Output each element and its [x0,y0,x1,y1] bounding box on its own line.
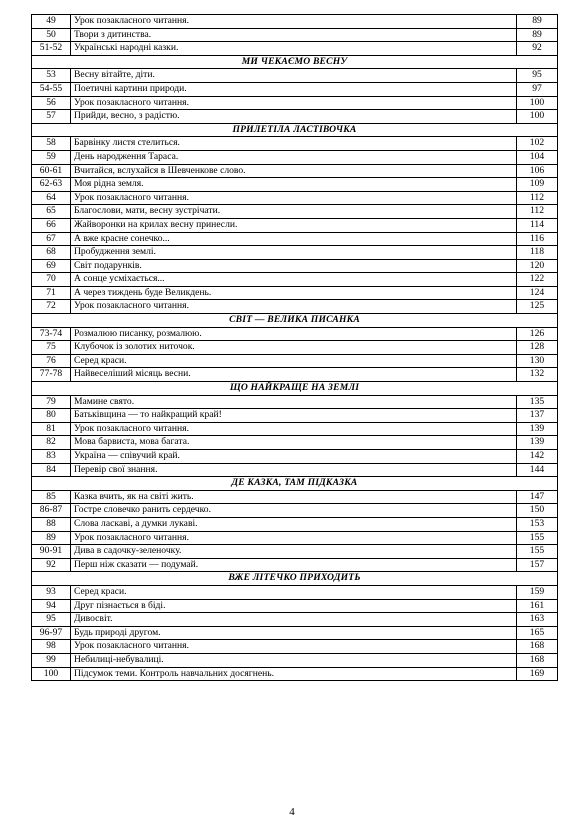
lesson-title: Пробудження землі. [71,246,517,260]
lesson-row [32,42,558,56]
lesson-title: Перш ніж сказати — подумай. [71,558,517,572]
lesson-page: 89 [517,15,558,29]
lesson-title: Перевір свої знання. [71,463,517,477]
lesson-number: 68 [32,246,71,260]
lesson-title: Серед краси. [71,585,517,599]
lesson-number: 75 [32,341,71,355]
lesson-title: Поетичні картини природи. [71,82,517,96]
lesson-page: 106 [517,164,558,178]
lesson-number: 88 [32,517,71,531]
lesson-title: Друг пізнається в біді. [71,599,517,613]
lesson-page: 126 [517,327,558,341]
lesson-number: 99 [32,653,71,667]
lesson-number: 58 [32,137,71,151]
lesson-title: Мова барвиста, мова багата. [71,436,517,450]
lesson-number: 56 [32,96,71,110]
lesson-page: 155 [517,545,558,559]
lesson-row [32,246,558,260]
lesson-number: 90-91 [32,545,71,559]
lesson-page: 161 [517,599,558,613]
lesson-row [32,232,558,246]
lesson-number: 86-87 [32,504,71,518]
lesson-title: Мамине свято. [71,395,517,409]
lesson-title: Весну вітайте, діти. [71,69,517,83]
lesson-number: 76 [32,354,71,368]
lesson-number: 50 [32,28,71,42]
lesson-title: День народження Тараса. [71,150,517,164]
lesson-number: 60-61 [32,164,71,178]
lesson-row [32,259,558,273]
lesson-page: 95 [517,69,558,83]
section-title: ДЕ КАЗКА, ТАМ ПІДКАЗКА [32,477,558,491]
lesson-page: 97 [517,82,558,96]
lesson-number: 82 [32,436,71,450]
lesson-page: 112 [517,191,558,205]
lesson-row [32,613,558,627]
lesson-page: 114 [517,218,558,232]
lesson-page: 157 [517,558,558,572]
lesson-page: 89 [517,28,558,42]
lesson-number: 95 [32,613,71,627]
lesson-title: А через тиждень буде Великдень. [71,286,517,300]
lesson-title: Твори з дитинства. [71,28,517,42]
lesson-title: Україна — співучий край. [71,450,517,464]
lesson-number: 59 [32,150,71,164]
section-title: ВЖЕ ЛІТЕЧКО ПРИХОДИТЬ [32,572,558,586]
lesson-title: Вчитайся, вслухайся в Шевченкове слово. [71,164,517,178]
lesson-row [32,585,558,599]
lesson-page: 144 [517,463,558,477]
lesson-page: 137 [517,409,558,423]
lesson-number: 100 [32,667,71,681]
lesson-title: Батьківщина — то найкращий край! [71,409,517,423]
lesson-page: 112 [517,205,558,219]
lesson-title: Серед краси. [71,354,517,368]
lesson-page: 109 [517,178,558,192]
lesson-page: 124 [517,286,558,300]
lesson-row [32,504,558,518]
lesson-page: 120 [517,259,558,273]
lesson-number: 79 [32,395,71,409]
lesson-page: 92 [517,42,558,56]
lesson-row [32,150,558,164]
lesson-row [32,395,558,409]
lesson-number: 72 [32,300,71,314]
lesson-number: 67 [32,232,71,246]
lesson-row [32,218,558,232]
lesson-page: 142 [517,450,558,464]
page-number: 4 [289,806,295,818]
lesson-row [32,368,558,382]
lesson-row [32,531,558,545]
lesson-number: 64 [32,191,71,205]
lesson-number: 62-63 [32,178,71,192]
lesson-title: Клубочок із золотих ниточок. [71,341,517,355]
lesson-row [32,409,558,423]
lesson-row [32,286,558,300]
lesson-title: Урок позакласного читання. [71,191,517,205]
lesson-title: Прийди, весно, з радістю. [71,110,517,124]
section-header-row [32,477,558,491]
section-header-row [32,314,558,328]
lesson-title: Дива в садочку-зеленочку. [71,545,517,559]
lesson-title: Небилиці-небувалиці. [71,653,517,667]
lesson-page: 163 [517,613,558,627]
lesson-page: 147 [517,490,558,504]
lesson-number: 49 [32,15,71,29]
lesson-number: 83 [32,450,71,464]
lesson-row [32,69,558,83]
lesson-number: 93 [32,585,71,599]
lesson-page: 135 [517,395,558,409]
section-header-row [32,572,558,586]
lesson-page: 132 [517,368,558,382]
lesson-row [32,96,558,110]
lesson-title: Казка вчить, як на світі жить. [71,490,517,504]
lesson-title: Дивосвіт. [71,613,517,627]
lesson-page: 116 [517,232,558,246]
lesson-row [32,354,558,368]
lesson-number: 66 [32,218,71,232]
lesson-page: 100 [517,110,558,124]
lesson-number: 53 [32,69,71,83]
lesson-number: 69 [32,259,71,273]
lesson-page: 125 [517,300,558,314]
lesson-page: 150 [517,504,558,518]
lesson-row [32,164,558,178]
lesson-title: Гостре словечко ранить сердечко. [71,504,517,518]
lesson-page: 139 [517,422,558,436]
lesson-page: 102 [517,137,558,151]
lesson-row [32,626,558,640]
lesson-page: 118 [517,246,558,260]
lesson-number: 96-97 [32,626,71,640]
lesson-row [32,558,558,572]
lesson-number: 70 [32,273,71,287]
lesson-number: 92 [32,558,71,572]
lesson-title: Урок позакласного читання. [71,96,517,110]
lesson-row [32,341,558,355]
lesson-title: Урок позакласного читання. [71,15,517,29]
lesson-row [32,15,558,29]
lesson-row [32,599,558,613]
section-title: ПРИЛЕТІЛА ЛАСТІВОЧКА [32,123,558,137]
lesson-page: 155 [517,531,558,545]
lesson-page: 168 [517,653,558,667]
lesson-number: 98 [32,640,71,654]
lesson-number: 54-55 [32,82,71,96]
lesson-row [32,463,558,477]
lesson-title: Світ подарунків. [71,259,517,273]
lesson-row [32,273,558,287]
lesson-title: Розмалюю писанку, розмалюю. [71,327,517,341]
lesson-row [32,137,558,151]
lesson-page: 128 [517,341,558,355]
lesson-title: А вже красне сонечко... [71,232,517,246]
lesson-number: 51-52 [32,42,71,56]
lesson-number: 57 [32,110,71,124]
lesson-title: Найвеселіший місяць весни. [71,368,517,382]
lesson-row [32,82,558,96]
lesson-number: 77-78 [32,368,71,382]
lesson-title: А сонце усміхається... [71,273,517,287]
lesson-title: Українські народні казки. [71,42,517,56]
lesson-row [32,178,558,192]
lesson-row [32,205,558,219]
lesson-number: 81 [32,422,71,436]
lesson-row [32,450,558,464]
lesson-page: 159 [517,585,558,599]
lesson-number: 84 [32,463,71,477]
lesson-page: 139 [517,436,558,450]
section-header-row [32,382,558,396]
lesson-row [32,545,558,559]
lesson-title: Жайворонки на крилах весну принесли. [71,218,517,232]
lesson-page: 168 [517,640,558,654]
lesson-row [32,422,558,436]
lesson-number: 71 [32,286,71,300]
section-header-row [32,55,558,69]
lesson-number: 94 [32,599,71,613]
lesson-row [32,640,558,654]
lesson-row [32,327,558,341]
lesson-page: 122 [517,273,558,287]
lesson-number: 73-74 [32,327,71,341]
section-header-row [32,123,558,137]
lesson-title: Урок позакласного читання. [71,531,517,545]
contents-table-body [32,15,558,681]
lesson-row [32,653,558,667]
lesson-title: Моя рідна земля. [71,178,517,192]
lesson-number: 80 [32,409,71,423]
lesson-page: 104 [517,150,558,164]
section-title: МИ ЧЕКАЄМО ВЕСНУ [32,55,558,69]
lesson-title: Благослови, мати, весну зустрічати. [71,205,517,219]
lesson-title: Урок позакласного читання. [71,422,517,436]
lesson-title: Барвінку листя стелиться. [71,137,517,151]
lesson-page: 165 [517,626,558,640]
lesson-row [32,667,558,681]
lesson-title: Слова ласкаві, а думки лукаві. [71,517,517,531]
section-title: СВІТ — ВЕЛИКА ПИСАНКА [32,314,558,328]
lesson-row [32,436,558,450]
lesson-row [32,517,558,531]
lesson-page: 153 [517,517,558,531]
section-title: ЩО НАЙКРАЩЕ НА ЗЕМЛІ [32,382,558,396]
contents-table [31,14,558,681]
lesson-row [32,110,558,124]
lesson-row [32,490,558,504]
lesson-number: 65 [32,205,71,219]
lesson-title: Підсумок теми. Контроль навчальних досягнень. [71,667,517,681]
lesson-number: 89 [32,531,71,545]
lesson-number: 85 [32,490,71,504]
lesson-title: Будь природі другом. [71,626,517,640]
lesson-page: 130 [517,354,558,368]
lesson-row [32,300,558,314]
lesson-page: 169 [517,667,558,681]
lesson-row [32,28,558,42]
lesson-page: 100 [517,96,558,110]
lesson-row [32,191,558,205]
lesson-title: Урок позакласного читання. [71,300,517,314]
lesson-title: Урок позакласного читання. [71,640,517,654]
